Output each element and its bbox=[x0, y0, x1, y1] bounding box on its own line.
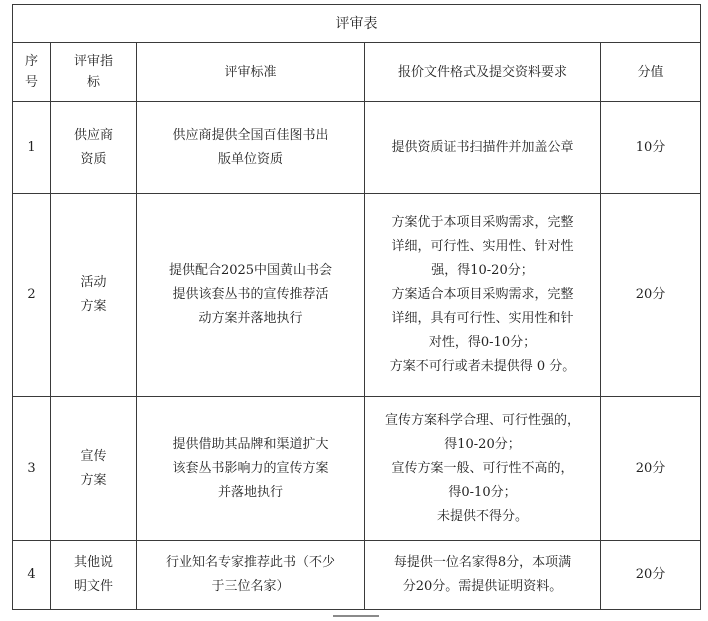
row-no: 1 bbox=[13, 102, 51, 194]
table-row bbox=[13, 102, 701, 194]
indicator-line: 资质 bbox=[80, 151, 107, 167]
header-indicator bbox=[51, 43, 137, 102]
standard-line: 供应商提供全国百佳图书出 bbox=[172, 127, 329, 143]
row-no: 3 bbox=[13, 397, 51, 541]
table-row bbox=[13, 541, 701, 610]
standard-line: 该套丛书影响力的宣传方案 bbox=[172, 460, 329, 476]
indicator-line: 活动 bbox=[80, 275, 107, 290]
row-score: 20分 bbox=[601, 541, 701, 610]
standard-line: 于三位名家） bbox=[211, 579, 290, 594]
standard-line: 提供该套丛书的宣传推荐活 bbox=[172, 287, 329, 302]
requirement-line: 详细，具有可行性、实用性和针 bbox=[391, 311, 574, 326]
header-requirement: 报价文件格式及提交资料要求 bbox=[365, 43, 601, 102]
indicator-line: 其他说 bbox=[73, 555, 113, 570]
requirement-line: 得0-10分； bbox=[448, 484, 517, 500]
requirement-line: 未提供不得分。 bbox=[436, 508, 528, 524]
requirement-line: 宣传方案科学合理、可行性强的， bbox=[384, 412, 580, 428]
standard-line: 版单位资质 bbox=[217, 151, 283, 167]
requirement-line: 方案不可行或者未提供得 0 分。 bbox=[389, 359, 576, 374]
standard-line: 动方案并落地执行 bbox=[198, 311, 303, 326]
header-score: 分值 bbox=[601, 43, 701, 102]
indicator-line: 明文件 bbox=[73, 579, 113, 594]
row-indicator bbox=[51, 102, 137, 194]
header-indicator-line: 标 bbox=[86, 75, 100, 90]
requirement-line: 强，得10-20分； bbox=[431, 263, 534, 278]
table-title: 评审表 bbox=[13, 5, 701, 43]
row-indicator bbox=[51, 194, 137, 397]
row-indicator bbox=[51, 541, 137, 610]
row-score: 20分 bbox=[601, 194, 701, 397]
row-score: 10分 bbox=[601, 102, 701, 194]
requirement-line: 方案优于本项目采购需求，完整 bbox=[391, 215, 574, 230]
requirement-line: 得10-20分； bbox=[444, 436, 521, 452]
header-standard: 评审标准 bbox=[137, 43, 365, 102]
requirement-line: 对性，得0-10分； bbox=[428, 335, 537, 350]
indicator-line: 宣传 bbox=[80, 448, 107, 464]
indicator-line: 方案 bbox=[80, 299, 107, 314]
standard-line: 提供配合2025中国黄山书会 bbox=[168, 263, 333, 278]
requirement-line: 提供资质证书扫描件并加盖公章 bbox=[391, 139, 574, 155]
row-no: 4 bbox=[13, 541, 51, 610]
evaluation-sheet bbox=[12, 4, 701, 610]
standard-line: 提供借助其品牌和渠道扩大 bbox=[172, 436, 329, 452]
requirement-line: 每提供一位名家得8分，本项满 bbox=[393, 555, 572, 570]
row-standard bbox=[137, 194, 365, 397]
header-indicator-line: 评审指 bbox=[73, 54, 113, 69]
row-no: 2 bbox=[13, 194, 51, 397]
indicator-line: 供应商 bbox=[73, 127, 113, 143]
indicator-line: 方案 bbox=[80, 472, 107, 488]
requirement-line: 详细，可行性、实用性、针对性 bbox=[391, 239, 574, 254]
row-score: 20分 bbox=[601, 397, 701, 541]
row-standard bbox=[137, 102, 365, 194]
row-requirement bbox=[365, 102, 601, 194]
row-requirement bbox=[365, 397, 601, 541]
requirement-line: 方案适合本项目采购需求，完整 bbox=[391, 287, 574, 302]
header-no-line: 序 bbox=[24, 54, 38, 69]
evaluation-table bbox=[12, 4, 701, 610]
row-standard bbox=[137, 541, 365, 610]
table-header-row bbox=[13, 43, 701, 102]
row-requirement bbox=[365, 541, 601, 610]
standard-line: 行业知名专家推荐此书（不少 bbox=[165, 555, 335, 570]
row-requirement bbox=[365, 194, 601, 397]
table-title-row bbox=[13, 5, 701, 43]
requirement-line: 分20分。需提供证明资料。 bbox=[402, 579, 563, 594]
header-no-line: 号 bbox=[24, 75, 38, 90]
header-no bbox=[13, 43, 51, 102]
row-standard bbox=[137, 397, 365, 541]
table-row bbox=[13, 397, 701, 541]
page-bottom-divider bbox=[333, 615, 379, 617]
table-row bbox=[13, 194, 701, 397]
standard-line: 并落地执行 bbox=[217, 484, 283, 500]
requirement-line: 宣传方案一般、可行性不高的， bbox=[391, 460, 574, 476]
row-indicator bbox=[51, 397, 137, 541]
